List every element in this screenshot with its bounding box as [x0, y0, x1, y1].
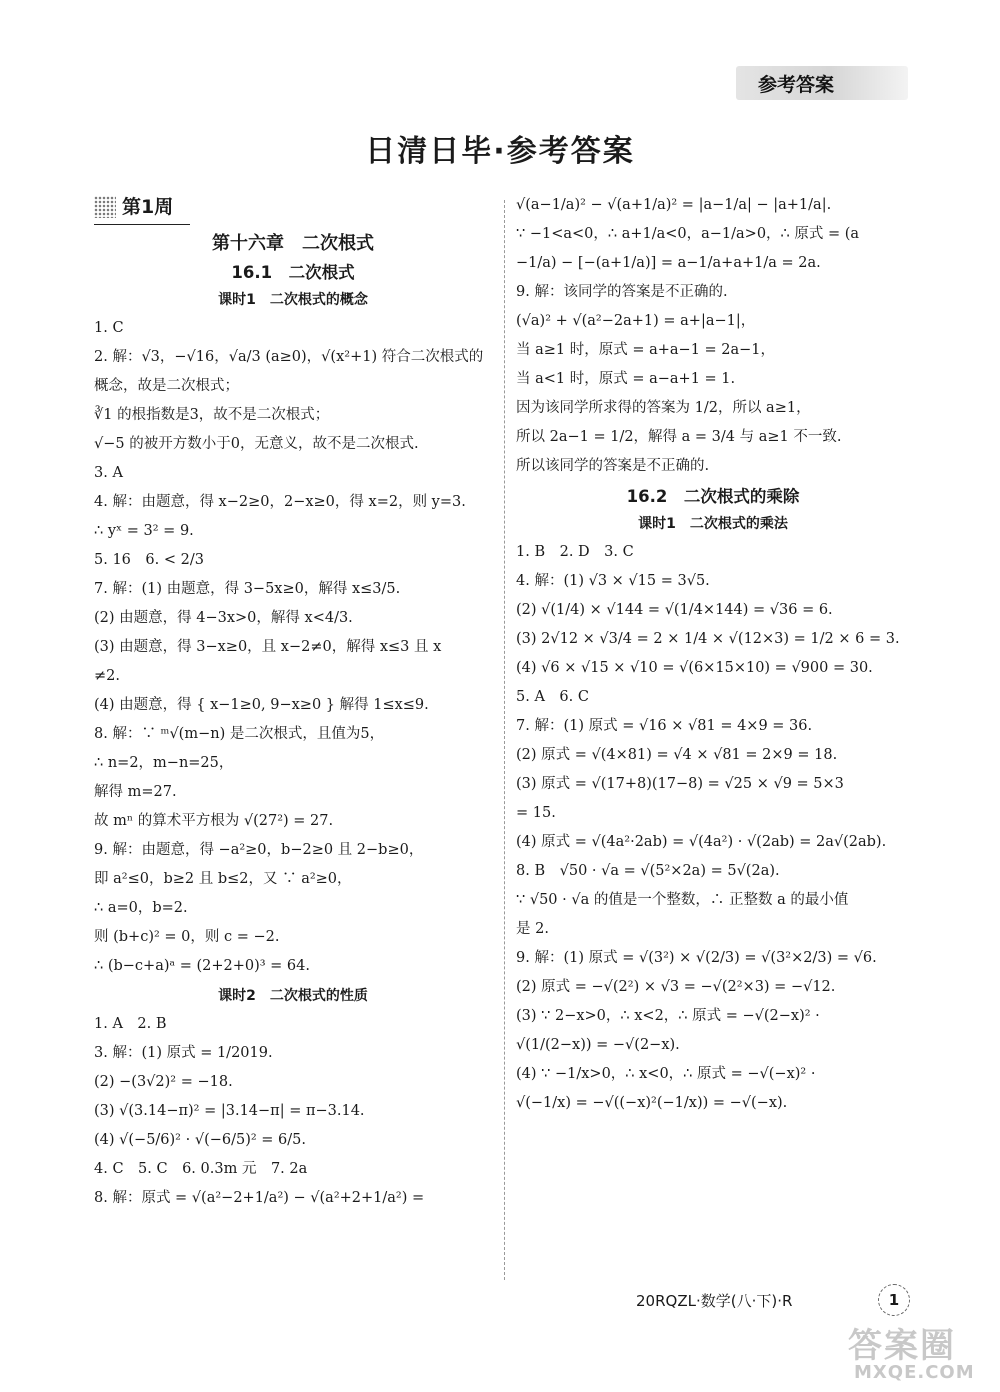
- lesson-title: 课时1 二次根式的乘法: [638, 516, 788, 532]
- answer-line: (2) 由题意，得 4−3x>0，解得 x<4/3.: [94, 610, 353, 626]
- answer-line: −1/a) − [−(a+1/a)] = a−1/a+a+1/a = 2a.: [516, 255, 821, 271]
- watermark-text: 答案圈: [848, 1326, 956, 1366]
- answer-line: (4) 由题意，得 { x−1≥0, 9−x≥0 } 解得 1≤x≤9.: [94, 697, 429, 713]
- answer-line: 7. 解：(1) 原式 = √16 × √81 = 4×9 = 36.: [516, 718, 813, 734]
- answer-line: 3. 解：(1) 原式 = 1/2019.: [94, 1045, 273, 1061]
- answer-line: 当 a<1 时，原式 = a−a+1 = 1.: [516, 371, 736, 387]
- answer-line: 1. A 2. B: [94, 1016, 167, 1032]
- answer-line: 是 2.: [516, 921, 549, 937]
- answer-line: (2) √(1/4) × √144 = √(1/4×144) = √36 = 6.: [516, 602, 833, 618]
- watermark-logo: [840, 1318, 990, 1384]
- right-column: [516, 190, 910, 1120]
- answer-line: 1. B 2. D 3. C: [516, 544, 634, 560]
- week-decoration-icon: [94, 196, 116, 218]
- answer-line: (4) 原式 = √(4a²·2ab) = √(4a²) · √(2ab) = 2a√(2ab).: [516, 834, 887, 850]
- answer-line: 3. A: [94, 465, 123, 481]
- answer-line: √(−1/x) = −√((−x)²(−1/x)) = −√(−x).: [516, 1095, 788, 1111]
- answer-line: ≠2.: [94, 668, 120, 684]
- answer-line: ∛1 的根指数是3，故不是二次根式；: [94, 407, 330, 423]
- lesson-title: 课时2 二次根式的性质: [218, 988, 368, 1004]
- answer-line: 2. 解：√3，−√16，√a/3 (a≥0)，√(x²+1) 符合二次根式的: [94, 349, 484, 365]
- answer-line: (√a)² + √(a²−2a+1) = a+|a−1|，: [516, 313, 756, 329]
- answer-line: ∵ √50 · √a 的值是一个整数，∴ 正整数 a 的最小值: [516, 892, 849, 908]
- answer-line: 4. 解：由题意，得 x−2≥0，2−x≥0，得 x=2，则 y=3.: [94, 494, 466, 510]
- answer-line: (3) 2√12 × √3/4 = 2 × 1/4 × √(12×3) = 1/2 × 6 = 3.: [516, 631, 900, 647]
- answer-line: ∵ −1<a<0，∴ a+1/a<0，a−1/a>0，∴ 原式 = (a: [516, 226, 860, 242]
- answer-line: ∴ yˣ = 3² = 9.: [94, 523, 194, 539]
- answer-line: 因为该同学所求得的答案为 1/2，所以 a≥1，: [516, 400, 811, 416]
- week-heading: [94, 190, 190, 225]
- answer-line: (4) √(−5/6)² · √(−6/5)² = 6/5.: [94, 1132, 306, 1148]
- answer-key-tag-label: 参考答案: [758, 74, 835, 96]
- answer-line: (2) 原式 = −√(2²) × √3 = −√(2²×3) = −√12.: [516, 979, 836, 995]
- page-number: 1: [878, 1284, 910, 1316]
- answer-line: = 15.: [516, 805, 556, 821]
- answer-line: √(a−1/a)² − √(a+1/a)² = |a−1/a| − |a+1/a|.: [516, 197, 832, 213]
- answer-line: (3) √(3.14−π)² = |3.14−π| = π−3.14.: [94, 1103, 365, 1119]
- answer-line: 9. 解：由题意，得 −a²≥0，b−2≥0 且 2−b≥0，: [94, 842, 424, 858]
- answer-line: ∴ n=2，m−n=25，: [94, 755, 234, 771]
- column-divider: [504, 200, 505, 1280]
- answer-line: 当 a≥1 时，原式 = a+a−1 = 2a−1，: [516, 342, 776, 358]
- answer-line: 8. B √50 · √a = √(5²×2a) = 5√(2a).: [516, 863, 780, 879]
- answer-line: 7. 解：(1) 由题意，得 3−5x≥0，解得 x≤3/5.: [94, 581, 401, 597]
- section-title: 16.2 二次根式的乘除: [626, 487, 800, 506]
- answer-line: 4. 解：(1) √3 × √15 = 3√5.: [516, 573, 710, 589]
- answer-line: ∴ (b−c+a)ᵃ = (2+2+0)³ = 64.: [94, 958, 310, 974]
- answer-line: (3) ∵ 2−x>0，∴ x<2，∴ 原式 = −√(2−x)² ·: [516, 1008, 820, 1024]
- answer-line: 1. C: [94, 320, 124, 336]
- answer-line: 即 a²≤0，b≥2 且 b≤2，又 ∵ a²≥0，: [94, 871, 352, 887]
- answer-line: 8. 解：∵ ᵐ√(m−n) 是二次根式，且值为5，: [94, 726, 385, 742]
- answer-line: 则 (b+c)² = 0，则 c = −2.: [94, 929, 280, 945]
- answer-line: (4) √6 × √15 × √10 = √(6×15×10) = √900 = 30.: [516, 660, 873, 676]
- answer-line: 故 mⁿ 的算术平方根为 √(27²) = 27.: [94, 813, 334, 829]
- answer-line: (3) 原式 = √(17+8)(17−8) = √25 × √9 = 5×3: [516, 776, 844, 792]
- answer-key-tag: [736, 66, 908, 100]
- answer-line: 所以该同学的答案是不正确的.: [516, 458, 710, 474]
- answer-line: 5. A 6. C: [516, 689, 589, 705]
- answer-line: (2) −(3√2)² = −18.: [94, 1074, 233, 1090]
- answer-line: (4) ∵ −1/x>0，∴ x<0，∴ 原式 = −√(−x)² ·: [516, 1066, 816, 1082]
- answer-line: √−5 的被开方数小于0，无意义，故不是二次根式.: [94, 436, 419, 452]
- answer-line: 所以 2a−1 = 1/2，解得 a = 3/4 与 a≥1 不一致.: [516, 429, 842, 445]
- answer-line: (3) 由题意，得 3−x≥0，且 x−2≠0，解得 x≤3 且 x: [94, 639, 442, 655]
- answer-line: 9. 解：该同学的答案是不正确的.: [516, 284, 728, 300]
- answer-line: 解得 m=27.: [94, 784, 177, 800]
- section-title: 16.1 二次根式: [231, 263, 355, 282]
- answer-line: 9. 解：(1) 原式 = √(3²) × √(2/3) = √(3²×2/3) = √6.: [516, 950, 877, 966]
- page-title: 日清日毕·参考答案: [365, 134, 635, 169]
- answer-line: 4. C 5. C 6. 0.3m 元 7. 2a: [94, 1161, 308, 1177]
- answer-line: 5. 16 6. < 2/3: [94, 552, 204, 568]
- week-label: 第1周: [122, 195, 174, 218]
- answer-line: 8. 解：原式 = √(a²−2+1/a²) − √(a²+2+1/a²) =: [94, 1190, 425, 1206]
- lesson-title: 课时1 二次根式的概念: [218, 292, 368, 308]
- answer-line: 概念，故是二次根式；: [94, 378, 239, 394]
- footer-book-code: 20RQZL·数学(八·下)·R: [636, 1292, 793, 1310]
- left-column: [94, 190, 492, 1215]
- chapter-title: 第十六章 二次根式: [212, 233, 374, 254]
- answer-line: (2) 原式 = √(4×81) = √4 × √81 = 2×9 = 18.: [516, 747, 838, 763]
- answer-line: √(1/(2−x)) = −√(2−x).: [516, 1037, 680, 1053]
- watermark-url: MXQE.COM: [854, 1362, 975, 1383]
- answer-line: ∴ a=0，b=2.: [94, 900, 188, 916]
